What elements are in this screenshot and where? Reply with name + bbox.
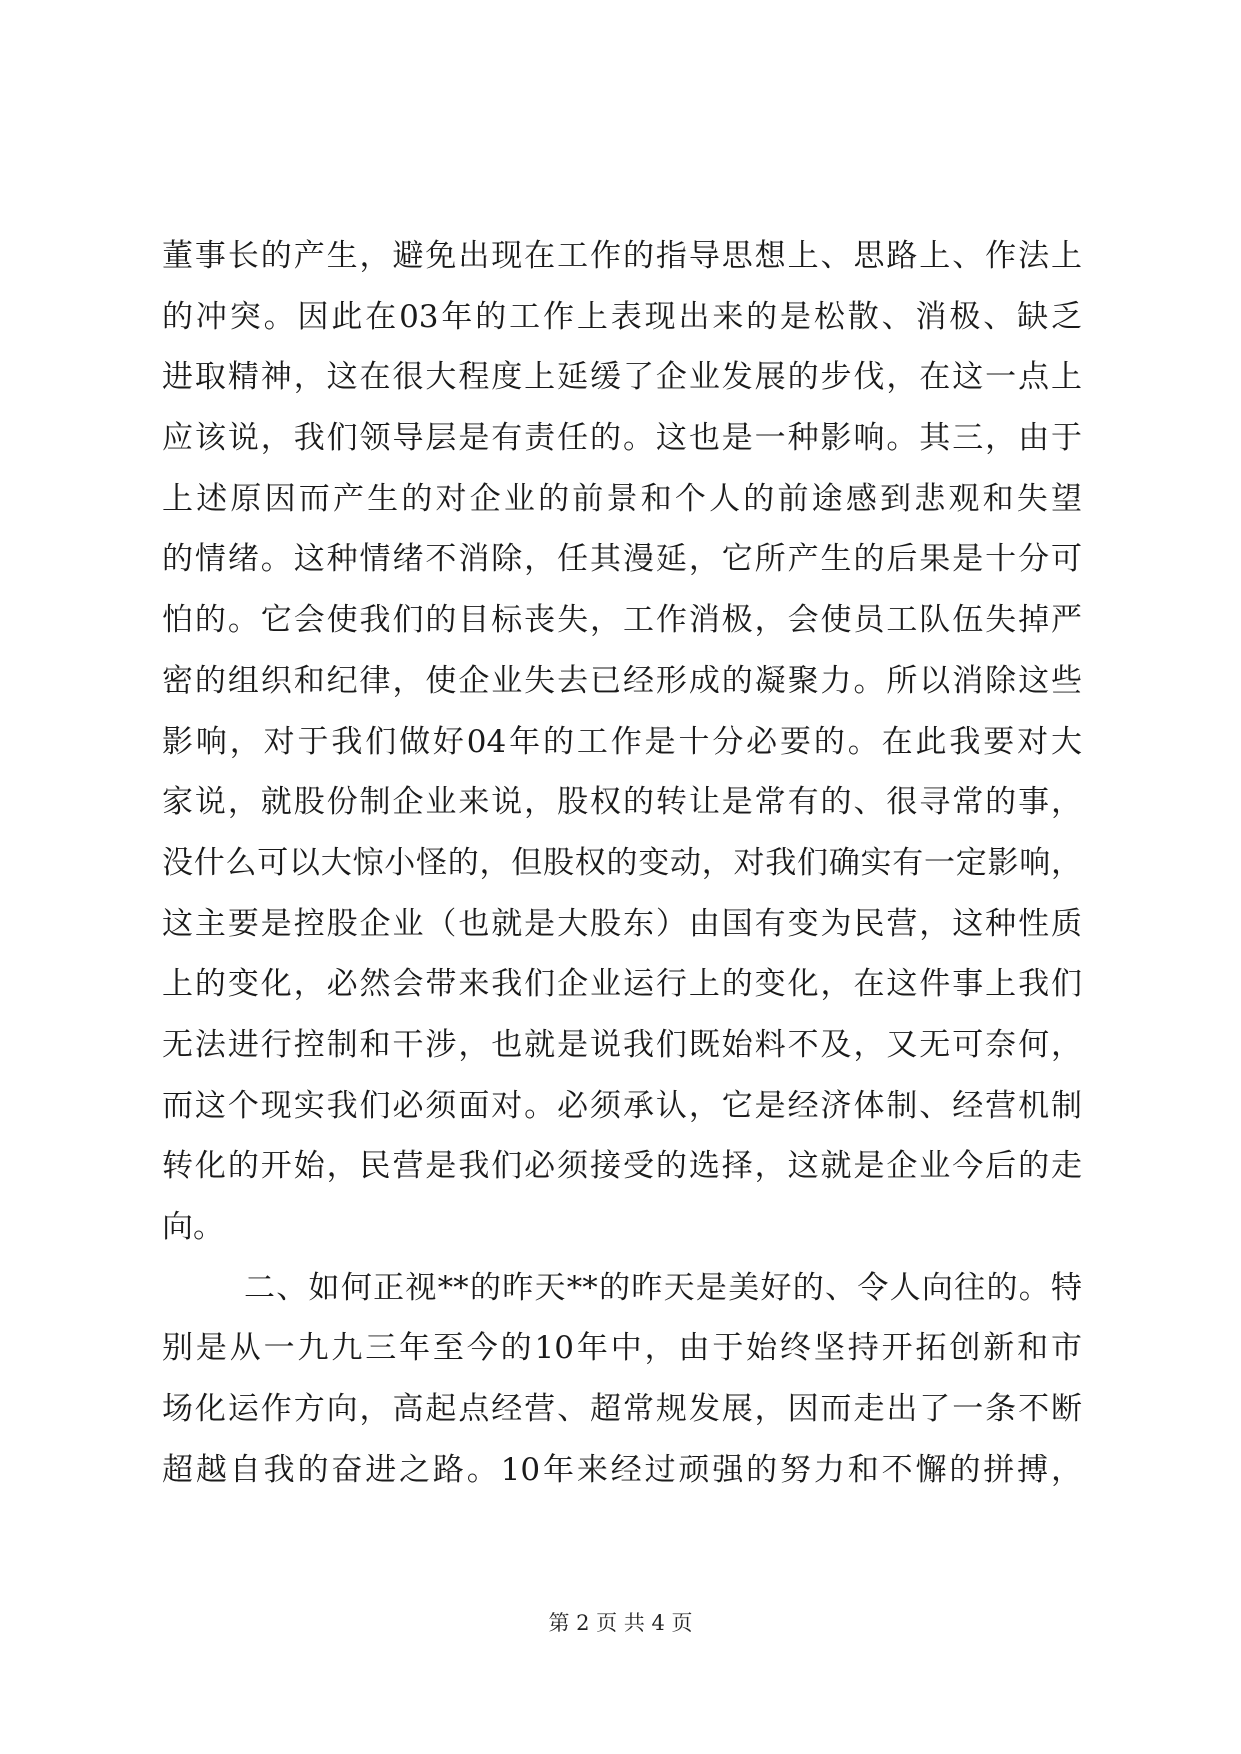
section-heading-line: 二、如何正视**的昨天**的昨天是美好的、令人向往的。特 [244,1269,1082,1306]
text-line: 转化的开始，民营是我们必须接受的选择，这就是企业今后的走 [162,1148,1082,1185]
text-line: 影响，对于我们做好04年的工作是十分必要的。在此我要对大 [162,723,1082,760]
text-line: 无法进行控制和干涉，也就是说我们既始料不及，又无可奈何， [162,1026,1082,1063]
text-line: 应该说，我们领导层是有责任的。这也是一种影响。其三，由于 [162,420,1082,457]
text-line: 这主要是控股企业（也就是大股东）由国有变为民营，这种性质 [162,905,1082,942]
text-line: 董事长的产生，避免出现在工作的指导思想上、思路上、作法上 [162,238,1082,274]
page-number-footer: 第 2 页 共 4 页 [548,1611,693,1635]
text-line: 场化运作方向，高起点经营、超常规发展，因而走出了一条不断 [162,1391,1082,1428]
text-line: 上述原因而产生的对企业的前景和个人的前途感到悲观和失望 [162,480,1082,517]
text-line: 而这个现实我们必须面对。必须承认，它是经济体制、经营机制 [162,1087,1082,1124]
text-line: 超越自我的奋进之路。10年来经过顽强的努力和不懈的拼搏， [162,1451,1082,1488]
text-line: 上的变化，必然会带来我们企业运行上的变化，在这件事上我们 [162,966,1082,1003]
text-line: 的冲突。因此在03年的工作上表现出来的是松散、消极、缺乏 [162,298,1082,335]
text-line: 向。 [162,1209,224,1245]
text-line: 的情绪。这种情绪不消除，任其漫延，它所产生的后果是十分可 [162,541,1082,578]
text-line: 别是从一九九三年至今的10年中，由于始终坚持开拓创新和市 [162,1330,1082,1367]
text-line: 没什么可以大惊小怪的，但股权的变动，对我们确实有一定影响， [162,844,1082,881]
text-line: 怕的。它会使我们的目标丧失，工作消极，会使员工队伍失掉严 [162,602,1082,639]
text-line: 家说，就股份制企业来说，股权的转让是常有的、很寻常的事， [162,784,1082,821]
body-text [162,226,1082,1500]
text-line: 进取精神，这在很大程度上延缓了企业发展的步伐，在这一点上 [162,359,1082,396]
text-line: 密的组织和纪律，使企业失去已经形成的凝聚力。所以消除这些 [162,662,1082,699]
